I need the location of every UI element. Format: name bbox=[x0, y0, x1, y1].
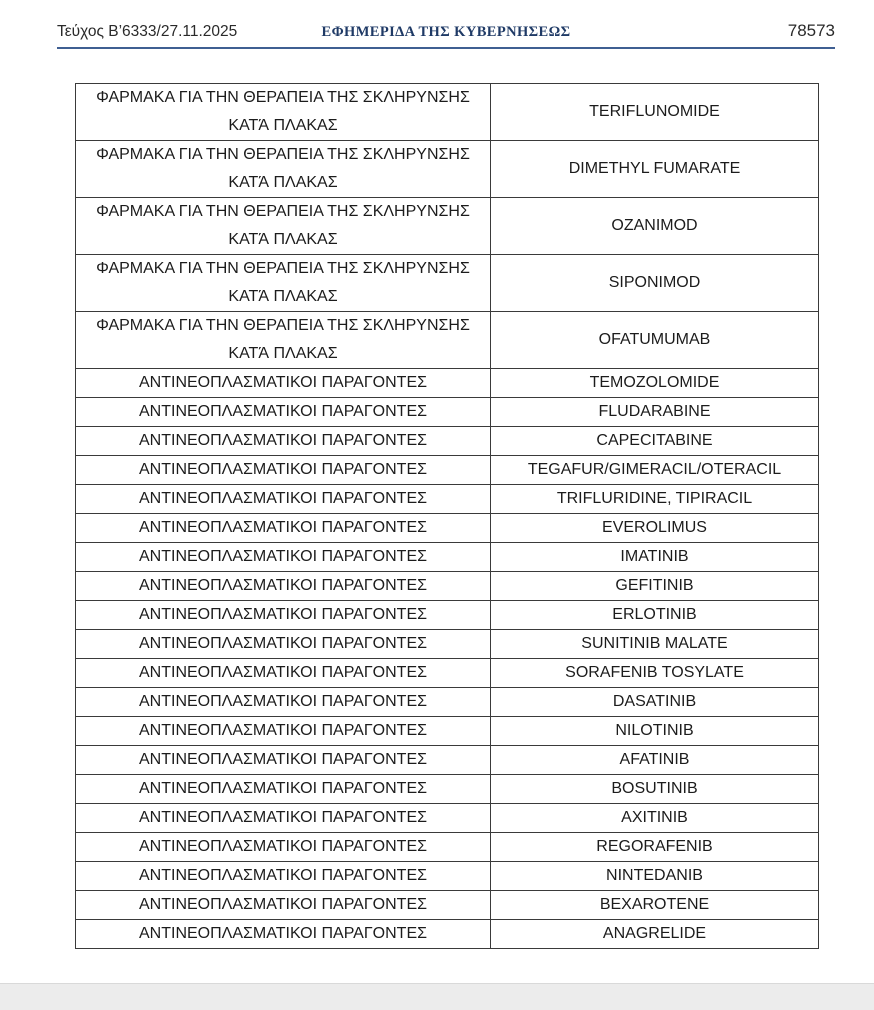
table-row bbox=[76, 630, 819, 659]
table-row bbox=[76, 312, 819, 369]
substance-cell: AFATINIB bbox=[491, 746, 819, 775]
substance-cell: NINTEDANIB bbox=[491, 862, 819, 891]
table-row bbox=[76, 255, 819, 312]
category-cell: ΑΝΤΙΝΕΟΠΛΑΣΜΑΤΙΚΟΙ ΠΑΡΑΓΟΝΤΕΣ bbox=[76, 427, 491, 456]
category-cell: ΑΝΤΙΝΕΟΠΛΑΣΜΑΤΙΚΟΙ ΠΑΡΑΓΟΝΤΕΣ bbox=[76, 775, 491, 804]
issue-label: Τεύχος Β’6333/27.11.2025 bbox=[57, 23, 238, 40]
substance-cell: SORAFENIB TOSYLATE bbox=[491, 659, 819, 688]
substances-table bbox=[75, 83, 819, 949]
category-cell: ΑΝΤΙΝΕΟΠΛΑΣΜΑΤΙΚΟΙ ΠΑΡΑΓΟΝΤΕΣ bbox=[76, 398, 491, 427]
table-row bbox=[76, 398, 819, 427]
substances-table-body bbox=[76, 84, 819, 949]
table-row bbox=[76, 688, 819, 717]
table-row bbox=[76, 369, 819, 398]
substance-cell: BOSUTINIB bbox=[491, 775, 819, 804]
table-row bbox=[76, 543, 819, 572]
table-row bbox=[76, 775, 819, 804]
page-bottom-margin bbox=[0, 983, 874, 1010]
category-cell: ΦΑΡΜΑΚΑ ΓΙΑ ΤΗΝ ΘΕΡΑΠΕΙΑ ΤΗΣ ΣΚΛΗΡΥΝΣΗΣ ΚΑΤΆ ΠΛΑΚΑΣ bbox=[76, 198, 491, 255]
substance-cell: DIMETHYL FUMARATE bbox=[491, 141, 819, 198]
table-row bbox=[76, 141, 819, 198]
table-row bbox=[76, 601, 819, 630]
substance-cell: TEGAFUR/GIMERACIL/OTERACIL bbox=[491, 456, 819, 485]
substance-cell: NILOTINIB bbox=[491, 717, 819, 746]
category-cell: ΑΝΤΙΝΕΟΠΛΑΣΜΑΤΙΚΟΙ ΠΑΡΑΓΟΝΤΕΣ bbox=[76, 630, 491, 659]
page-header bbox=[0, 0, 874, 41]
category-cell: ΑΝΤΙΝΕΟΠΛΑΣΜΑΤΙΚΟΙ ΠΑΡΑΓΟΝΤΕΣ bbox=[76, 543, 491, 572]
category-cell: ΑΝΤΙΝΕΟΠΛΑΣΜΑΤΙΚΟΙ ΠΑΡΑΓΟΝΤΕΣ bbox=[76, 659, 491, 688]
table-row bbox=[76, 717, 819, 746]
table-row bbox=[76, 746, 819, 775]
category-cell: ΑΝΤΙΝΕΟΠΛΑΣΜΑΤΙΚΟΙ ΠΑΡΑΓΟΝΤΕΣ bbox=[76, 514, 491, 543]
table-row bbox=[76, 804, 819, 833]
substance-cell: TRIFLURIDINE, TIPIRACIL bbox=[491, 485, 819, 514]
table-row bbox=[76, 659, 819, 688]
substance-cell: TERIFLUNOMIDE bbox=[491, 84, 819, 141]
table-row bbox=[76, 427, 819, 456]
category-cell: ΑΝΤΙΝΕΟΠΛΑΣΜΑΤΙΚΟΙ ΠΑΡΑΓΟΝΤΕΣ bbox=[76, 717, 491, 746]
gazette-title: ΕΦΗΜΕΡΙΔΑ ΤΗΣ ΚΥΒΕΡΝΗΣΕΩΣ bbox=[321, 24, 571, 40]
substance-cell: AXITINIB bbox=[491, 804, 819, 833]
header-rule bbox=[57, 47, 835, 49]
table-row bbox=[76, 485, 819, 514]
category-cell: ΑΝΤΙΝΕΟΠΛΑΣΜΑΤΙΚΟΙ ΠΑΡΑΓΟΝΤΕΣ bbox=[76, 862, 491, 891]
category-cell: ΑΝΤΙΝΕΟΠΛΑΣΜΑΤΙΚΟΙ ΠΑΡΑΓΟΝΤΕΣ bbox=[76, 920, 491, 949]
table-row bbox=[76, 572, 819, 601]
category-cell: ΑΝΤΙΝΕΟΠΛΑΣΜΑΤΙΚΟΙ ΠΑΡΑΓΟΝΤΕΣ bbox=[76, 833, 491, 862]
substance-cell: CAPECITABINE bbox=[491, 427, 819, 456]
category-cell: ΑΝΤΙΝΕΟΠΛΑΣΜΑΤΙΚΟΙ ΠΑΡΑΓΟΝΤΕΣ bbox=[76, 746, 491, 775]
substance-cell: TEMOZOLOMIDE bbox=[491, 369, 819, 398]
category-cell: ΑΝΤΙΝΕΟΠΛΑΣΜΑΤΙΚΟΙ ΠΑΡΑΓΟΝΤΕΣ bbox=[76, 601, 491, 630]
substance-cell: FLUDARABINE bbox=[491, 398, 819, 427]
category-cell: ΦΑΡΜΑΚΑ ΓΙΑ ΤΗΝ ΘΕΡΑΠΕΙΑ ΤΗΣ ΣΚΛΗΡΥΝΣΗΣ ΚΑΤΆ ΠΛΑΚΑΣ bbox=[76, 312, 491, 369]
substance-cell: OZANIMOD bbox=[491, 198, 819, 255]
category-cell: ΦΑΡΜΑΚΑ ΓΙΑ ΤΗΝ ΘΕΡΑΠΕΙΑ ΤΗΣ ΣΚΛΗΡΥΝΣΗΣ ΚΑΤΆ ΠΛΑΚΑΣ bbox=[76, 84, 491, 141]
table-row bbox=[76, 833, 819, 862]
substance-cell: SIPONIMOD bbox=[491, 255, 819, 312]
substance-cell: OFATUMUMAB bbox=[491, 312, 819, 369]
substance-cell: EVEROLIMUS bbox=[491, 514, 819, 543]
table-row bbox=[76, 514, 819, 543]
category-cell: ΑΝΤΙΝΕΟΠΛΑΣΜΑΤΙΚΟΙ ΠΑΡΑΓΟΝΤΕΣ bbox=[76, 572, 491, 601]
category-cell: ΑΝΤΙΝΕΟΠΛΑΣΜΑΤΙΚΟΙ ΠΑΡΑΓΟΝΤΕΣ bbox=[76, 456, 491, 485]
substance-cell: REGORAFENIB bbox=[491, 833, 819, 862]
substance-cell: SUNITINIB MALATE bbox=[491, 630, 819, 659]
category-cell: ΦΑΡΜΑΚΑ ΓΙΑ ΤΗΝ ΘΕΡΑΠΕΙΑ ΤΗΣ ΣΚΛΗΡΥΝΣΗΣ ΚΑΤΆ ΠΛΑΚΑΣ bbox=[76, 141, 491, 198]
table-row bbox=[76, 198, 819, 255]
table-row bbox=[76, 891, 819, 920]
substance-cell: IMATINIB bbox=[491, 543, 819, 572]
table-row bbox=[76, 456, 819, 485]
substance-cell: ANAGRELIDE bbox=[491, 920, 819, 949]
substance-cell: DASATINIB bbox=[491, 688, 819, 717]
substance-cell: GEFITINIB bbox=[491, 572, 819, 601]
table-row bbox=[76, 920, 819, 949]
category-cell: ΦΑΡΜΑΚΑ ΓΙΑ ΤΗΝ ΘΕΡΑΠΕΙΑ ΤΗΣ ΣΚΛΗΡΥΝΣΗΣ ΚΑΤΆ ΠΛΑΚΑΣ bbox=[76, 255, 491, 312]
substance-cell: ERLOTINIB bbox=[491, 601, 819, 630]
table-row bbox=[76, 862, 819, 891]
category-cell: ΑΝΤΙΝΕΟΠΛΑΣΜΑΤΙΚΟΙ ΠΑΡΑΓΟΝΤΕΣ bbox=[76, 891, 491, 920]
category-cell: ΑΝΤΙΝΕΟΠΛΑΣΜΑΤΙΚΟΙ ΠΑΡΑΓΟΝΤΕΣ bbox=[76, 485, 491, 514]
category-cell: ΑΝΤΙΝΕΟΠΛΑΣΜΑΤΙΚΟΙ ΠΑΡΑΓΟΝΤΕΣ bbox=[76, 688, 491, 717]
table-row bbox=[76, 84, 819, 141]
substance-cell: BEXAROTENE bbox=[491, 891, 819, 920]
page-number: 78573 bbox=[787, 21, 836, 40]
category-cell: ΑΝΤΙΝΕΟΠΛΑΣΜΑΤΙΚΟΙ ΠΑΡΑΓΟΝΤΕΣ bbox=[76, 369, 491, 398]
category-cell: ΑΝΤΙΝΕΟΠΛΑΣΜΑΤΙΚΟΙ ΠΑΡΑΓΟΝΤΕΣ bbox=[76, 804, 491, 833]
